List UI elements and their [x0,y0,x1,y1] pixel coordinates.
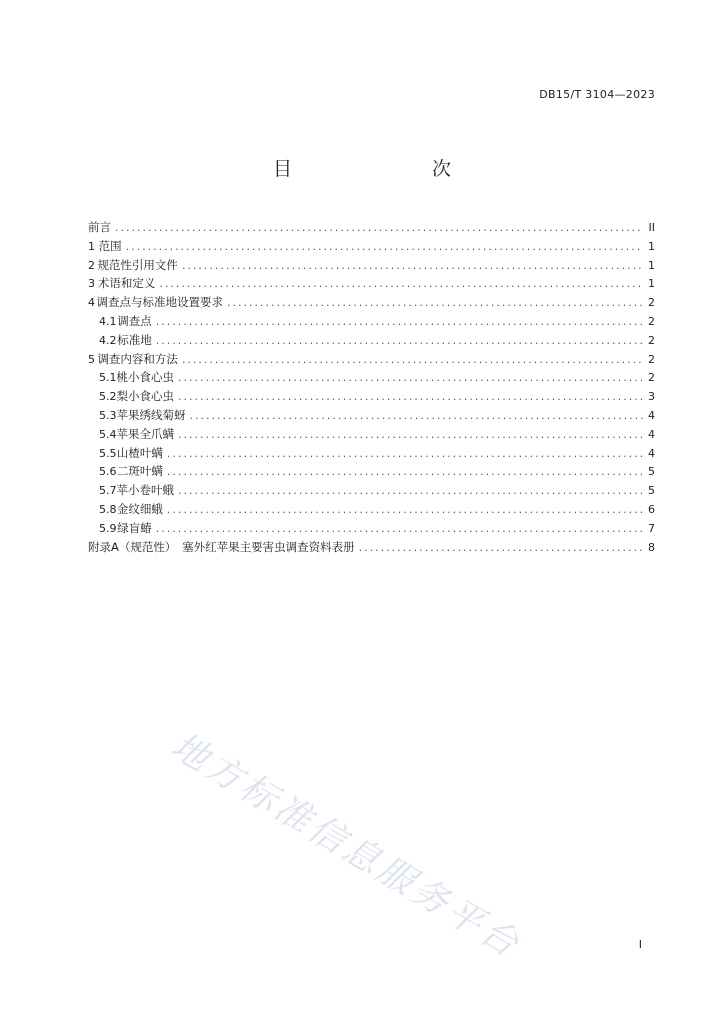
toc-entry-label: 苹果全爪螨 [116,426,174,441]
toc-leader-dots [156,520,643,539]
toc-entry-number: 5 [88,352,95,366]
toc-leader-dots [167,463,643,482]
toc-entry-page: 2 [648,333,655,347]
toc-entry-label: 前言 [88,220,111,234]
toc-entry-page: 5 [648,484,655,498]
toc-entry[interactable] [88,444,655,463]
toc-entry[interactable] [88,368,655,387]
table-of-contents [88,218,655,556]
toc-entry-label: 苹果绣线菊蚜 [116,407,186,422]
toc-entry-number: 1 [88,239,95,253]
toc-entry[interactable] [88,331,655,350]
page-number: I [638,938,642,951]
toc-leader-dots [115,219,643,238]
toc-entry-page: 2 [648,371,655,385]
toc-leader-dots [167,445,643,464]
toc-leader-dots [190,407,644,426]
toc-entry-page: 1 [648,258,655,272]
toc-entry-page: 2 [648,296,655,310]
toc-entry-label: 标准地 [117,332,152,347]
toc-entry-number: 2 [88,258,95,272]
toc-entry-label: 梨小食心虫 [116,389,174,404]
toc-entry[interactable] [88,406,655,425]
toc-entry-number: 5.7 [99,484,117,498]
toc-entry-page: 4 [648,408,655,422]
toc-leader-dots [178,388,643,407]
toc-entry-number: 5.6 [99,465,117,479]
toc-entry-page: 4 [648,446,655,460]
toc-entry-label: 桃小食心虫 [116,370,174,385]
toc-leader-dots [126,238,643,257]
toc-entry-label: 规范性引用文件 [97,257,178,272]
toc-entry[interactable] [88,312,655,331]
toc-leader-dots [178,482,643,501]
toc-entry-number: 4.1 [99,314,117,328]
toc-entry-number: 5.1 [99,371,117,385]
toc-entry-label: 金纹细蛾 [116,501,163,516]
toc-entry-label: 调查点与标准地设置要求 [96,295,224,310]
toc-entry-page: 4 [648,427,655,441]
page-title: 目 次 [272,158,485,180]
toc-entry[interactable] [88,218,655,237]
toc-entry[interactable] [88,237,655,256]
toc-entry-page: 3 [648,390,655,404]
toc-entry-page: 2 [648,352,655,366]
toc-leader-dots [178,369,643,388]
toc-entry-number: 5.9 [99,521,117,535]
toc-entry-page: II [648,221,655,234]
toc-entry-page: 2 [648,314,655,328]
toc-entry[interactable] [88,425,655,444]
toc-entry-page: 7 [648,521,655,535]
toc-entry-number: 5.3 [99,408,117,422]
toc-entry-number: 3 [88,277,95,291]
toc-entry-page: 1 [648,277,655,291]
toc-leader-dots [167,501,643,520]
toc-leader-dots [156,313,643,332]
toc-entry[interactable] [88,387,655,406]
toc-entry-number: 5.2 [99,390,117,404]
toc-entry-label: 苹小卷叶蛾 [116,483,174,498]
toc-entry-page: 6 [648,502,655,516]
toc-entry-label: 调查内容和方法 [97,351,178,366]
toc-leader-dots [182,351,643,370]
toc-entry-label: 二斑叶螨 [116,464,163,479]
toc-entry[interactable] [88,274,655,293]
toc-entry-number: 5.4 [99,427,117,441]
toc-entry-page: 5 [648,465,655,479]
toc-entry[interactable] [88,519,655,538]
watermark: 地方标准信息服务平台 [163,725,528,967]
toc-entry[interactable] [88,481,655,500]
toc-entry[interactable] [88,293,655,312]
toc-entry-number: 4.2 [99,333,117,347]
toc-leader-dots [182,257,643,276]
toc-entry[interactable] [88,462,655,481]
toc-entry-page: 1 [648,239,655,253]
toc-entry[interactable] [88,500,655,519]
toc-entry-label: 绿盲蝽 [117,520,152,535]
toc-entry-label: 附录A（规范性） 塞外红苹果主要害虫调查资料表册 [88,539,355,554]
toc-entry-label: 调查点 [117,313,152,328]
toc-entry[interactable] [88,538,655,557]
toc-leader-dots [178,426,643,445]
toc-entry-page: 8 [648,540,655,554]
toc-entry-label: 术语和定义 [97,276,156,291]
toc-leader-dots [156,332,643,351]
toc-entry-label: 山楂叶螨 [116,445,163,460]
toc-entry-number: 5.8 [99,502,117,516]
toc-entry-number: 5.5 [99,446,117,460]
toc-leader-dots [159,275,643,294]
toc-entry-label: 范围 [98,238,122,253]
toc-entry[interactable] [88,256,655,275]
document-code: DB15/T 3104—2023 [539,88,655,101]
toc-leader-dots [359,539,643,558]
toc-entry-number: 4 [88,296,95,310]
toc-leader-dots [227,294,643,313]
toc-entry[interactable] [88,350,655,369]
